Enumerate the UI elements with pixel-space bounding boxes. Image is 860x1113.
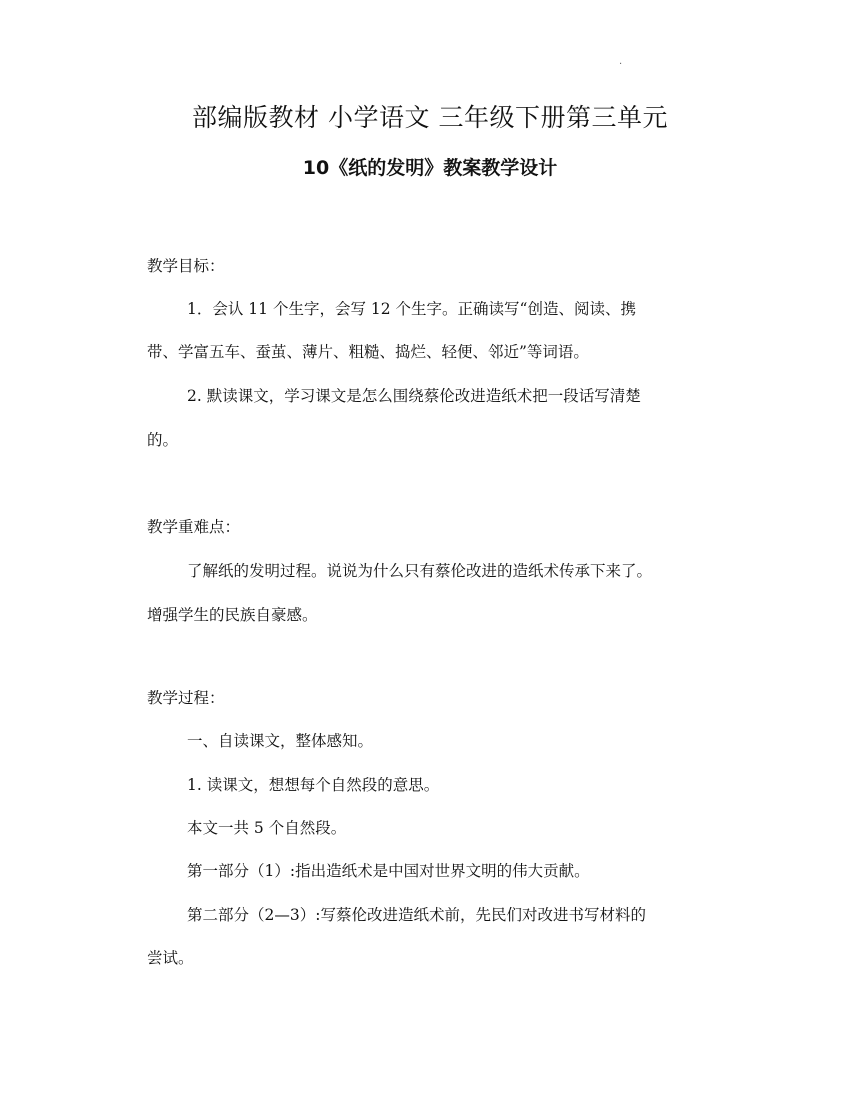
goal-item-2-line-1: 2. 默读课文，学习课文是怎么围绕蔡伦改进造纸术把一段话写清楚 [187, 387, 641, 405]
process-heading: 教学过程： [147, 689, 225, 707]
corner-mark: . [619, 56, 623, 67]
document-title: 部编版教材 小学语文 三年级下册第三单元 [192, 103, 668, 132]
key-points-line-2: 增强学生的民族自豪感。 [147, 606, 318, 624]
process-section-1: 一、自读课文，整体感知。 [187, 732, 374, 750]
part-2-line-1: 第二部分（2—3）:写蔡伦改进造纸术前，先民们对改进书写材料的 [187, 906, 646, 924]
document-subtitle: 10《纸的发明》教案教学设计 [302, 157, 558, 179]
process-step-1: 1. 读课文，想想每个自然段的意思。 [187, 776, 440, 794]
part-1: 第一部分（1）:指出造纸术是中国对世界文明的伟大贡献。 [187, 862, 590, 880]
key-points-heading: 教学重难点： [147, 518, 241, 536]
goal-item-1-line-2: 带、学富五车、蚕茧、薄片、粗糙、捣烂、轻便、邻近”等词语。 [147, 343, 589, 361]
key-points-line-1: 了解纸的发明过程。说说为什么只有蔡伦改进的造纸术传承下来了。 [187, 562, 653, 580]
paragraph-count: 本文一共 5 个自然段。 [187, 819, 347, 837]
part-2-line-2: 尝试。 [147, 949, 194, 967]
goals-heading: 教学目标： [147, 257, 225, 275]
goal-item-2-line-2: 的。 [147, 431, 179, 449]
goal-item-1-line-1: 1．会认 11 个生字，会写 12 个生字。正确读写“创造、阅读、携 [187, 300, 636, 318]
